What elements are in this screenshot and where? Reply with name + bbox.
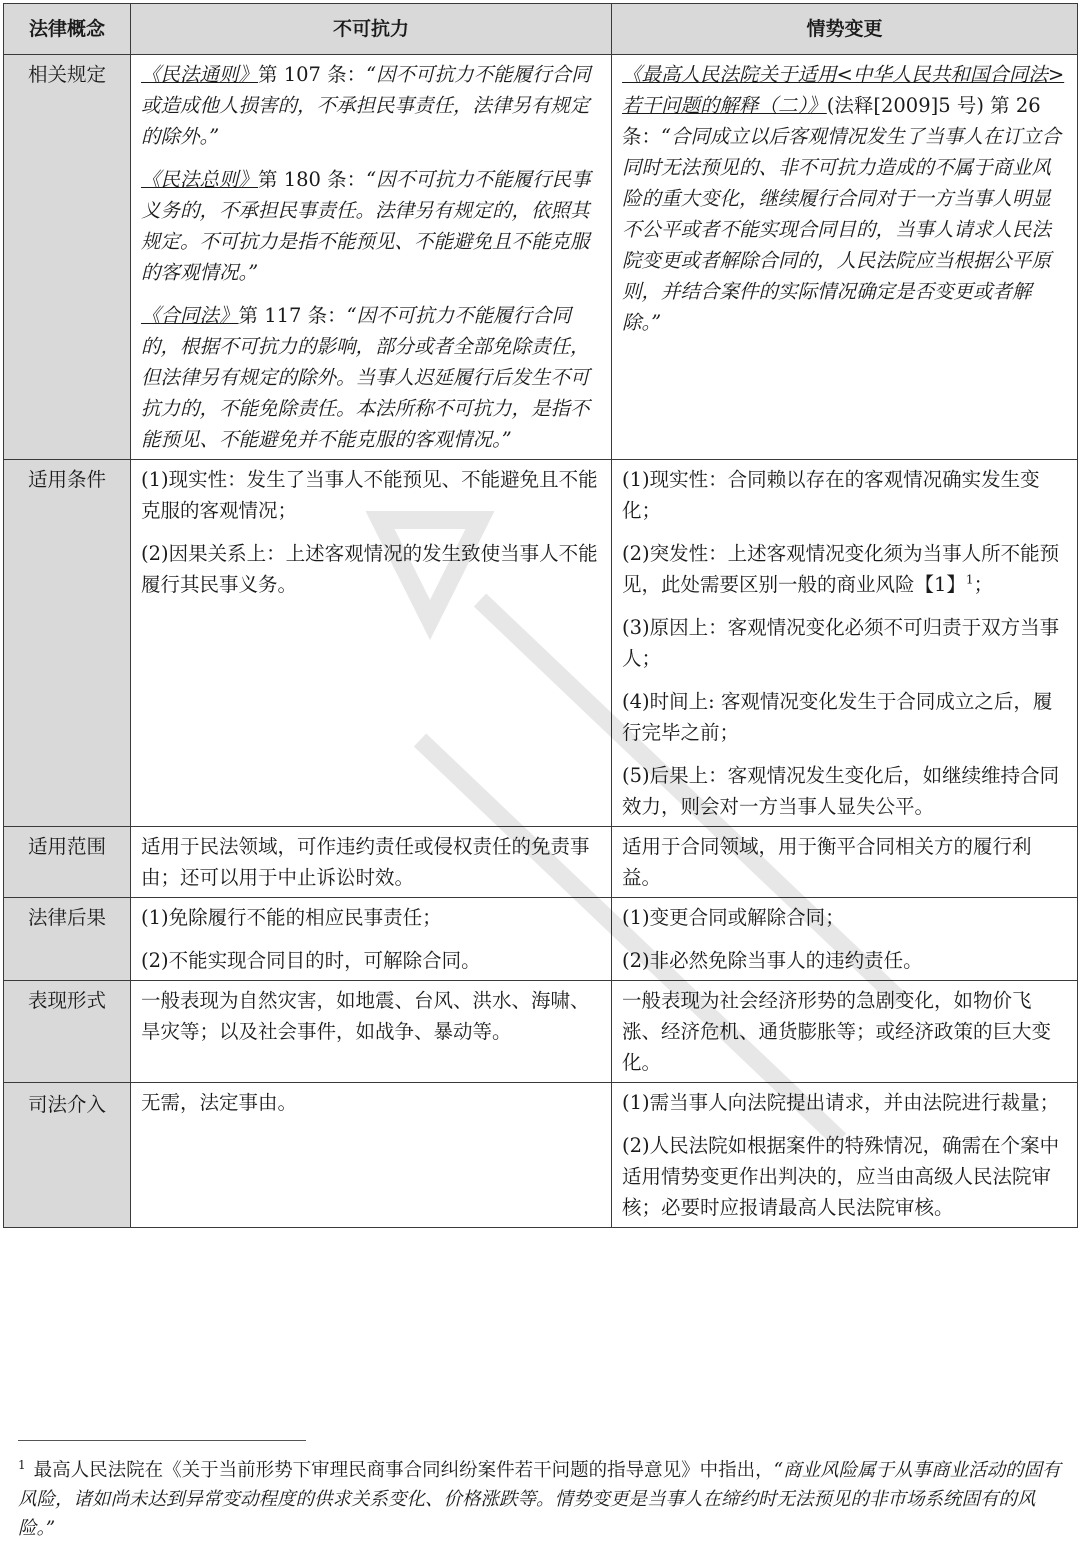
header-legal-concept: 法律概念 xyxy=(4,4,131,55)
source-title: 《合同法》 xyxy=(141,304,239,327)
article-quote: “因不可抗力不能履行合同或造成他人损害的，不承担民事责任，法律另有规定的除外。” xyxy=(141,63,591,148)
row-conditions xyxy=(4,460,1078,827)
row-label-scope: 适用范围 xyxy=(4,827,131,898)
consequence-item: (2)不能实现合同目的时，可解除合同。 xyxy=(141,949,481,972)
scope-change-of-circumstances xyxy=(612,827,1078,898)
condition-text: (2)突发性：上述客观情况变化须为当事人所不能预见，此处需要区别一般的商业风险【1】 xyxy=(622,542,1060,596)
article-number: (法释[2009]5 号) 第 26 条： xyxy=(622,94,1041,148)
scope-force-majeure xyxy=(131,827,612,898)
judicial-force-majeure xyxy=(131,1083,612,1228)
table-header-row xyxy=(4,4,1078,55)
consequence-item: (1)变更合同或解除合同； xyxy=(622,906,845,929)
provision-judicial-interpretation xyxy=(622,59,1067,338)
condition-item: (2)因果关系上：上述客观情况的发生致使当事人不能履行其民事义务。 xyxy=(141,542,598,596)
row-form xyxy=(4,981,1078,1083)
condition-item: (5)后果上：客观情况发生变化后，如继续维持合同效力，则会对一方当事人显失公平。 xyxy=(622,764,1060,818)
footnote-quote: “商业风险属于从事商业活动的固有风险，诸如尚未达到异常变动程度的供求关系变化、价格涨跌等。情势变更是当事人在缔约时无法预见的非市场系统固有的风险。” xyxy=(18,1460,1061,1539)
article-quote: “合同成立以后客观情况发生了当事人在订立合同时无法预见的、非不可抗力造成的不属于商业风险的重大变化，继续履行合同对于一方当事人明显不公平或者不能实现合同目的，当事人请求人民法院变更或者解除合同的，人民法院应当根据公平原则，并结合案件的实际情况确定是否变更或者解除。” xyxy=(622,125,1061,334)
row-provisions xyxy=(4,55,1078,460)
header-change-of-circumstances: 情势变更 xyxy=(612,4,1078,55)
footnote-mark: 1 xyxy=(18,1457,26,1472)
row-scope xyxy=(4,827,1078,898)
comparison-table xyxy=(3,3,1078,1228)
article-number: 第 180 条： xyxy=(258,168,367,191)
condition-item: (1)现实性：合同赖以存在的客观情况确实发生变化； xyxy=(622,468,1040,522)
scope-text: 适用于民法领域，可作违约责任或侵权责任的免责事由；还可以用于中止诉讼时效。 xyxy=(141,835,590,889)
article-number: 第 117 条： xyxy=(238,304,347,327)
scope-text: 适用于合同领域，用于衡平合同相关方的履行利益。 xyxy=(622,835,1032,889)
source-title: 《民法通则》 xyxy=(141,63,259,86)
row-consequence xyxy=(4,898,1078,981)
article-number: 第 107 条： xyxy=(258,63,367,86)
provision-contract-law xyxy=(141,300,601,455)
source-title: 《民法总则》 xyxy=(141,168,259,191)
consequence-change-of-circumstances xyxy=(612,898,1078,981)
provisions-force-majeure xyxy=(131,55,612,460)
form-change-of-circumstances xyxy=(612,981,1078,1083)
form-text: 一般表现为社会经济形势的急剧变化，如物价飞涨、经济危机、通货膨胀等；或经济政策的巨大变化。 xyxy=(622,989,1052,1074)
judicial-change-of-circumstances xyxy=(612,1083,1078,1228)
row-label-conditions: 适用条件 xyxy=(4,460,131,827)
condition-item xyxy=(622,538,1067,600)
row-label-judicial: 司法介入 xyxy=(4,1083,131,1228)
consequence-item: (2)非必然免除当事人的违约责任。 xyxy=(622,949,923,972)
judicial-text: 无需，法定事由。 xyxy=(141,1091,298,1114)
conditions-change-of-circumstances xyxy=(612,460,1078,827)
condition-item: (3)原因上：客观情况变化必须不可归责于双方当事人； xyxy=(622,616,1060,670)
provision-civil-general-rules xyxy=(141,164,601,288)
form-force-majeure xyxy=(131,981,612,1083)
conditions-force-majeure xyxy=(131,460,612,827)
header-force-majeure: 不可抗力 xyxy=(131,4,612,55)
provision-civil-general-principles xyxy=(141,59,601,152)
consequence-force-majeure xyxy=(131,898,612,981)
provisions-change-of-circumstances xyxy=(612,55,1078,460)
footnote xyxy=(18,1456,1068,1543)
row-label-form: 表现形式 xyxy=(4,981,131,1083)
article-quote: “因不可抗力不能履行合同的，根据不可抗力的影响，部分或者全部免除责任，但法律另有规定的除外。当事人迟延履行后发生不可抗力的，不能免除责任。本法所称不可抗力，是指不能预见、不能避免并不能克服的客观情况。” xyxy=(141,304,590,451)
judicial-item: (1)需当事人向法院提出请求，并由法院进行裁量； xyxy=(622,1091,1060,1114)
article-quote: “因不可抗力不能履行民事义务的，不承担民事责任。法律另有规定的，依照其规定。不可抗力是指不能预见、不能避免且不能克服的客观情况。” xyxy=(141,168,591,284)
footnote-ref: 1 xyxy=(965,572,974,587)
form-text: 一般表现为自然灾害，如地震、台风、洪水、海啸、旱灾等；以及社会事件，如战争、暴动等。 xyxy=(141,989,590,1043)
condition-item: (1)现实性：发生了当事人不能预见、不能避免且不能克服的客观情况； xyxy=(141,468,598,522)
judicial-item: (2)人民法院如根据案件的特殊情况，确需在个案中适用情势变更作出判决的，应当由高级人民法院审核；必要时应报请最高人民法院审核。 xyxy=(622,1134,1060,1219)
consequence-item: (1)免除履行不能的相应民事责任； xyxy=(141,906,442,929)
condition-item: (4)时间上: 客观情况变化发生于合同成立之后，履行完毕之前； xyxy=(622,690,1053,744)
footnote-divider xyxy=(18,1440,306,1441)
source-title: 《最高人民法院关于适用<中华人民共和国合同法>若干问题的解释（二）》 xyxy=(622,63,1065,117)
row-label-consequence: 法律后果 xyxy=(4,898,131,981)
row-label-provisions: 相关规定 xyxy=(4,55,131,460)
condition-text-end: ； xyxy=(973,573,994,596)
footnote-text: 最高人民法院在《关于当前形势下审理民商事合同纠纷案件若干问题的指导意见》中指出， xyxy=(33,1460,774,1481)
row-judicial xyxy=(4,1083,1078,1228)
